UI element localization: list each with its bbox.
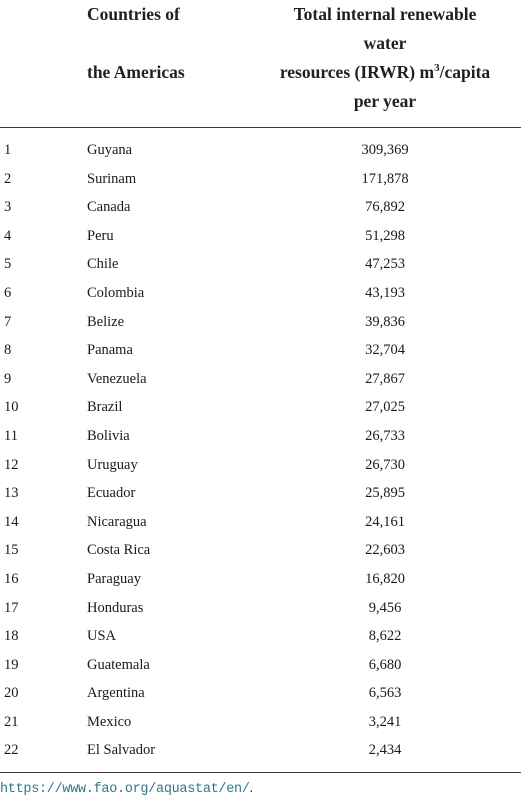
row-index: 13 bbox=[4, 485, 19, 502]
row-country: El Salvador bbox=[87, 742, 156, 759]
table-header bbox=[0, 0, 521, 128]
row-value: 76,892 bbox=[365, 199, 405, 216]
table-row bbox=[0, 508, 521, 537]
bottom-rule bbox=[0, 772, 521, 773]
row-value: 51,298 bbox=[365, 227, 405, 244]
row-index: 7 bbox=[4, 313, 12, 330]
header-irwr-line3 bbox=[265, 58, 505, 87]
table-row bbox=[0, 393, 521, 422]
table-row bbox=[0, 279, 521, 308]
row-value: 47,253 bbox=[365, 256, 405, 273]
row-index: 20 bbox=[4, 685, 19, 702]
table-row bbox=[0, 594, 521, 623]
row-index: 2 bbox=[4, 170, 12, 187]
row-country: Nicaragua bbox=[87, 513, 147, 530]
row-index: 9 bbox=[4, 370, 12, 387]
row-country: Mexico bbox=[87, 713, 132, 730]
header-irwr-line1: Total internal renewable bbox=[293, 4, 477, 24]
row-index: 5 bbox=[4, 256, 12, 273]
row-value: 171,878 bbox=[361, 170, 409, 187]
row-index: 21 bbox=[4, 713, 19, 730]
table-row bbox=[0, 451, 521, 480]
header-irwr-line4: per year bbox=[353, 91, 417, 111]
header-countries-line1: Countries of bbox=[87, 4, 180, 24]
row-index: 19 bbox=[4, 656, 19, 673]
row-value: 22,603 bbox=[365, 542, 405, 559]
row-country: Peru bbox=[87, 227, 114, 244]
header-rule bbox=[0, 127, 521, 128]
row-index: 22 bbox=[4, 742, 19, 759]
row-value: 3,241 bbox=[368, 713, 402, 730]
row-value: 24,161 bbox=[365, 513, 405, 530]
header-countries bbox=[87, 0, 237, 87]
table-row bbox=[0, 536, 521, 565]
row-value: 309,369 bbox=[361, 142, 409, 158]
row-value: 32,704 bbox=[365, 342, 405, 359]
row-country: Costa Rica bbox=[87, 542, 151, 559]
row-country: Honduras bbox=[87, 599, 144, 616]
row-value: 6,563 bbox=[368, 685, 402, 702]
header-irwr bbox=[265, 0, 505, 116]
row-country: USA bbox=[87, 628, 117, 645]
source-trailing: . bbox=[249, 780, 253, 795]
row-country: Chile bbox=[87, 256, 119, 273]
row-index: 12 bbox=[4, 456, 19, 473]
row-index: 3 bbox=[4, 199, 12, 216]
source-link[interactable]: https://www.fao.org/aquastat/en/ bbox=[0, 782, 250, 797]
row-value: 27,867 bbox=[365, 370, 405, 387]
header-countries-line2: the Americas bbox=[87, 62, 185, 82]
row-value: 39,836 bbox=[365, 313, 405, 330]
row-value: 9,456 bbox=[368, 599, 402, 616]
row-country: Surinam bbox=[87, 170, 137, 187]
table-row bbox=[0, 708, 521, 737]
row-country: Venezuela bbox=[87, 370, 147, 387]
row-country: Paraguay bbox=[87, 570, 141, 587]
row-index: 6 bbox=[4, 284, 12, 301]
row-country: Argentina bbox=[87, 685, 145, 702]
row-country: Uruguay bbox=[87, 456, 138, 473]
row-country: Guatemala bbox=[87, 656, 150, 673]
row-value: 26,730 bbox=[365, 456, 405, 473]
row-country: Colombia bbox=[87, 284, 145, 301]
table-row bbox=[0, 222, 521, 251]
row-country: Guyana bbox=[87, 142, 133, 158]
table-row bbox=[0, 193, 521, 222]
row-country: Bolivia bbox=[87, 427, 130, 444]
row-value: 27,025 bbox=[365, 399, 405, 416]
table-row bbox=[0, 136, 521, 165]
table-row bbox=[0, 479, 521, 508]
table-row bbox=[0, 336, 521, 365]
header-irwr-line2: water bbox=[363, 33, 407, 53]
row-index: 1 bbox=[4, 142, 12, 158]
table-row bbox=[0, 565, 521, 594]
row-value: 2,434 bbox=[368, 742, 402, 759]
row-country: Belize bbox=[87, 313, 125, 330]
row-value: 16,820 bbox=[365, 570, 405, 587]
row-value: 26,733 bbox=[365, 427, 405, 444]
header-irwr-line3-post: /capita bbox=[439, 62, 491, 82]
row-index: 16 bbox=[4, 570, 19, 587]
source-footnote bbox=[0, 780, 253, 797]
row-country: Ecuador bbox=[87, 485, 136, 502]
row-index: 17 bbox=[4, 599, 19, 616]
table-body bbox=[0, 136, 521, 765]
row-value: 6,680 bbox=[368, 656, 402, 673]
row-value: 25,895 bbox=[365, 485, 405, 502]
header-irwr-superscript: 3 bbox=[434, 62, 440, 75]
table-row bbox=[0, 736, 521, 765]
row-value: 43,193 bbox=[365, 284, 405, 301]
row-index: 4 bbox=[4, 227, 12, 244]
table-row bbox=[0, 679, 521, 708]
row-value: 8,622 bbox=[368, 628, 402, 645]
table-row bbox=[0, 622, 521, 651]
row-index: 8 bbox=[4, 342, 12, 359]
row-country: Canada bbox=[87, 199, 131, 216]
row-country: Brazil bbox=[87, 399, 123, 416]
header-irwr-line3-pre: resources (IRWR) m bbox=[279, 62, 435, 82]
table-row bbox=[0, 165, 521, 194]
table-row bbox=[0, 422, 521, 451]
table-row bbox=[0, 308, 521, 337]
row-index: 18 bbox=[4, 628, 19, 645]
row-index: 14 bbox=[4, 513, 19, 530]
row-index: 10 bbox=[4, 399, 19, 416]
table-row bbox=[0, 651, 521, 680]
table-row bbox=[0, 365, 521, 394]
row-country: Panama bbox=[87, 342, 133, 359]
row-index: 15 bbox=[4, 542, 19, 559]
row-index: 11 bbox=[4, 427, 18, 444]
table-row bbox=[0, 250, 521, 279]
